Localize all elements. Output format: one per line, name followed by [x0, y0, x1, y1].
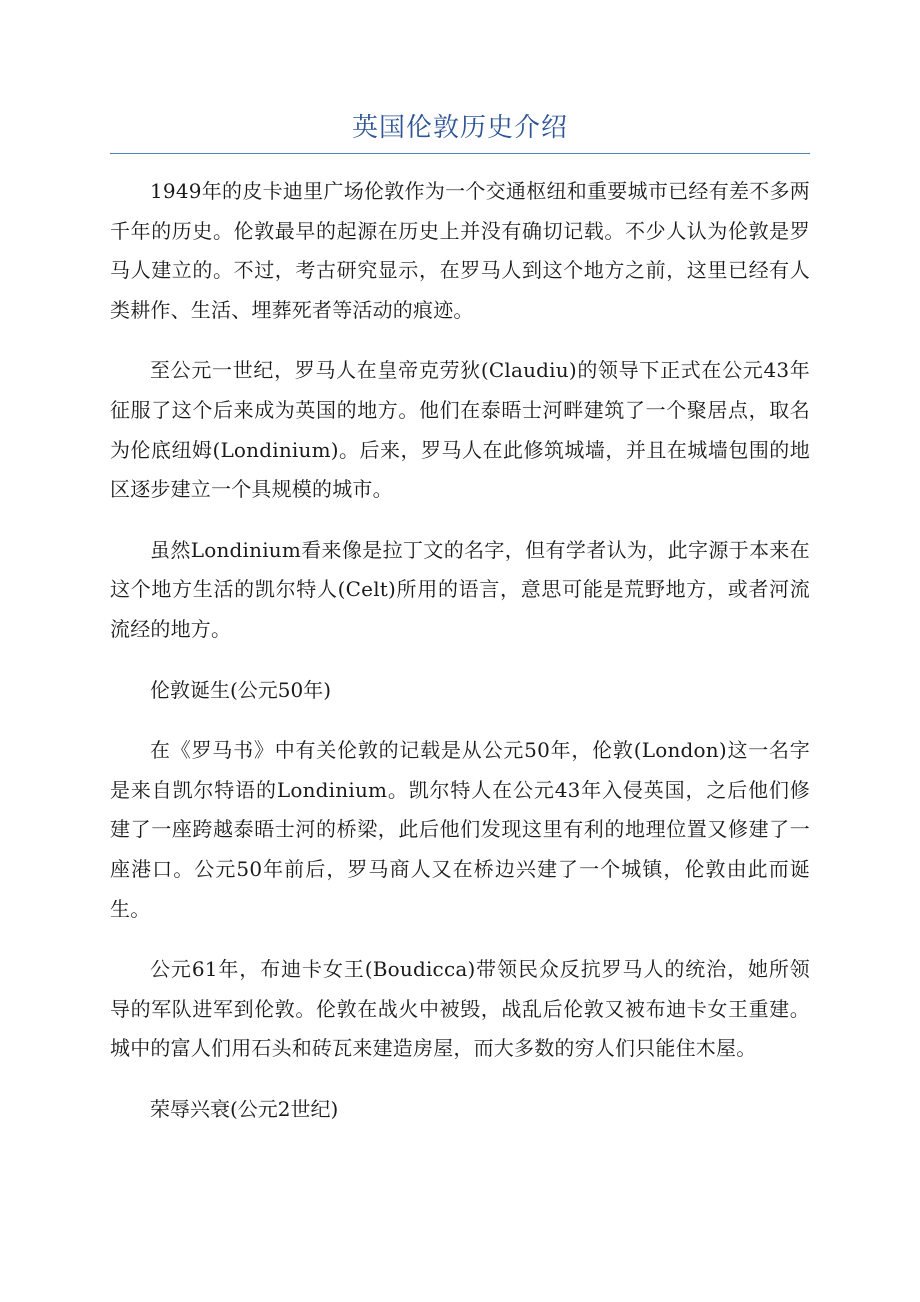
- paragraph-londinium-origin: 虽然Londinium看来像是拉丁文的名字，但有学者认为，此字源于本来在这个地方生活的凯尔特人(Celt)所用的语言，意思可能是荒野地方，或者河流流经的地方。: [110, 537, 810, 641]
- document-title: 英国伦敦历史介绍: [351, 113, 568, 143]
- paragraph-roman-conquest: 至公元一世纪，罗马人在皇帝克劳狄(Claudiu)的领导下正式在公元43年征服了这个后来成为英国的地方。他们在泰晤士河畔建筑了一个聚居点，取名为伦底纽姆(Londinium)。后来，罗马人在此修筑城墙，并且在城墙包围的地区逐步建立一个具规模的城市。: [110, 358, 810, 502]
- section-heading-birth: 伦敦诞生(公元50年): [150, 677, 332, 702]
- document-body: [110, 172, 810, 1150]
- paragraph-boudicca: 公元61年，布迪卡女王(Boudicca)带领民众反抗罗马人的统治，她所领导的军队进军到伦敦。伦敦在战火中被毁，战乱后伦敦又被布迪卡女王重建。城中的富人们用石头和砖瓦来建造房屋，而大多数的穷人们只能住木屋。: [110, 957, 810, 1061]
- title-underline: [110, 153, 810, 154]
- paragraph-london-birth: 在《罗马书》中有关伦敦的记载是从公元50年，伦敦(London)这一名字是来自凯尔特语的Londinium。凯尔特人在公元43年入侵英国，之后他们修建了一座跨越泰晤士河的桥梁，此后他们发现这里有利的地理位置又修建了一座港口。公元50年前后，罗马商人又在桥边兴建了一个城镇，伦敦由此而诞生。: [110, 738, 810, 921]
- paragraph-piccadilly: 1949年的皮卡迪里广场伦敦作为一个交通枢纽和重要城市已经有差不多两千年的历史。伦敦最早的起源在历史上并没有确切记载。不少人认为伦敦是罗马人建立的。不过，考古研究显示，在罗马人到这个地方之前，这里已经有人类耕作、生活、埋葬死者等活动的痕迹。: [110, 179, 810, 322]
- section-heading-rise-fall: 荣辱兴衰(公元2世纪): [150, 1096, 339, 1121]
